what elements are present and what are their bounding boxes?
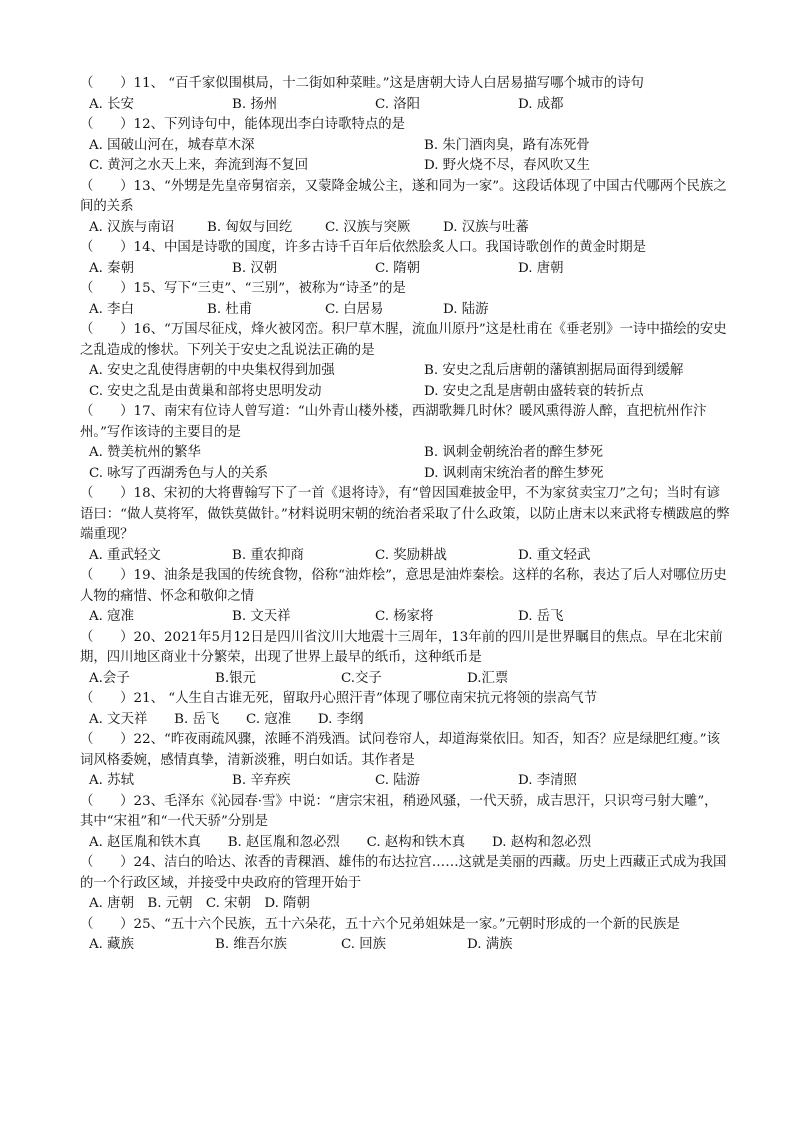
question-item [80,628,730,690]
answer-option: B. 维吾尔族 [215,937,287,952]
answer-option: A. 李白 [89,301,134,317]
question-stem: （ ）12、下列诗句中，能体现出李白诗歌特点的是 [80,117,406,132]
question-item [80,689,730,730]
answer-option: C. 隋朝 [375,260,421,276]
question-item [80,115,730,177]
answer-option: B. 安史之乱后唐朝的藩镇割据局面得到缓解 [424,363,684,378]
answer-option: A. 汉族与南诏 [89,219,175,235]
answer-option: A. 赵匡胤和铁木真 B. 赵匡胤和忽必烈 C. 赵构和铁木真 D. 赵构和忽必烈 [89,834,592,850]
answer-option: D.汇票 [467,670,509,686]
answer-option: A. 国破山河在，城春草木深 [89,137,255,153]
answer-option: A.会子 [89,670,130,686]
answer-option: C.交子 [341,670,382,686]
answer-option: D. 岳飞 [518,609,564,624]
answer-option: A. 藏族 [89,937,134,952]
question-item [80,730,730,792]
answer-options [80,771,730,792]
question-item [80,74,730,115]
answer-options [80,259,730,280]
answer-option: B. 辛弃疾 [232,773,291,788]
answer-options [80,300,730,321]
question-item [80,279,730,320]
question-item [80,566,730,628]
answer-option: A. 赞美杭州的繁华 [89,445,201,460]
answer-option: D. 重文轻武 [518,547,591,563]
question-stem: （ ）23、毛泽东《沁园春·雪》中说：“唐宗宋祖，稍逊风骚，一代天骄，成吉思汗，只识弯弓射大雕”，其中“宋祖”和“一代天骄”分别是 [80,793,718,829]
answer-option: A. 苏轼 [89,773,134,788]
answer-options [80,894,730,915]
question-stem: （ ）13、“外甥是先皇帝舅宿亲，又蒙降金城公主，遂和同为一家”。这段话体现了中国古代哪两个民族之间的关系 [80,178,727,214]
answer-option: D. 讽刺南宋统治者的醉生梦死 [424,465,604,481]
answer-option: C. 安史之乱是由黄巢和部将史思明发动 [89,383,322,399]
question-stem: （ ）17、南宋有位诗人曾写道：“山外青山楼外楼，西湖歌舞几时休？暖风熏得游人醉，直把杭州作汴州。”写作该诗的主要目的是 [80,404,707,440]
question-item [80,484,730,566]
answer-option: A. 重武轻文 [89,547,161,563]
answer-option: B. 文天祥 [232,609,291,624]
answer-option: A. 唐朝 B. 元朝 C. 宋朝 D. 隋朝 [89,896,310,911]
question-item [80,915,730,956]
answer-options [80,607,730,628]
answer-option: A. 秦朝 [89,260,134,276]
answer-options [80,546,730,567]
answer-options [80,710,730,731]
question-stem: （ ）20、2021年5月12日是四川省汶川大地震十三周年，13年前的四川是世界瞩目的焦点。早在北宋前期，四川地区商业十分繁荣，出现了世界上最早的纸币，这种纸币是 [80,629,723,665]
answer-options [80,443,730,484]
question-stem: （ ）15、写下“三吏”、“三别”，被称为“诗圣”的是 [80,281,406,296]
answer-option: B. 汉朝 [232,260,278,276]
question-stem: （ ）21、 “人生自古谁无死，留取丹心照汗青”体现了哪位南宋抗元将领的崇高气节 [80,691,598,706]
answer-option: A. 安史之乱使得唐朝的中央集权得到加强 [89,363,335,378]
question-item [80,238,730,279]
answer-option: A. 长安 [89,96,134,112]
question-item [80,320,730,402]
answer-option: B. 匈奴与回纥 [207,219,293,235]
question-item [80,853,730,915]
answer-option: C. 汉族与突厥 [325,219,411,235]
answer-option: C. 洛阳 [375,96,421,112]
answer-option: D. 李清照 [518,773,577,788]
question-stem: （ ）25、“五十六个民族，五十六朵花，五十六个兄弟姐妹是一家。”元朝时形成的一个新的民族是 [80,916,680,932]
answer-option: D. 陆游 [443,301,489,317]
answer-option: D. 满族 [467,937,513,952]
answer-options [80,136,730,177]
question-stem: （ ）16、“万国尽征戍，烽火被冈峦。积尸草木腥，流血川原丹”这是杜甫在《垂老别》一诗中描绘的安史之乱造成的惨状。下列关于安史之乱说法正确的是 [80,322,727,358]
question-stem: （ ）19、油条是我国的传统食物，俗称“油炸桧”，意思是油炸秦桧。这样的名称，表达了后人对哪位历史人物的痛惜、怀念和敬仰之情 [80,568,727,604]
question-stem: （ ）22、“昨夜雨疏风骤，浓睡不消残酒。试问卷帘人，却道海棠依旧。知否，知否？应是绿肥红瘦。”该词风格委婉，感情真挚，清新淡雅，明白如话。其作者是 [80,732,720,768]
answer-option: D. 安史之乱是唐朝由盛转衰的转折点 [424,383,644,399]
answer-options [80,833,730,854]
answer-option: C. 陆游 [375,773,421,788]
question-stem: （ ）24、洁白的哈达、浓香的青稞酒、雄伟的布达拉宫……这就是美丽的西藏。历史上西藏正式成为我国的一个行政区域，并接受中央政府的管理开始于 [80,855,727,891]
answer-option: C. 杨家将 [375,609,434,624]
question-stem: （ ）14、中国是诗歌的国度，许多古诗千百年后依然脍炙人口。我国诗歌创作的黄金时期是 [80,240,647,255]
answer-option: B. 扬州 [232,96,278,112]
answer-option: D. 汉族与吐蕃 [443,219,529,235]
answer-option: C. 白居易 [325,301,384,317]
answer-options [80,95,730,116]
answer-option: B. 杜甫 [207,301,253,317]
answer-option: B. 讽刺金朝统治者的醉生梦死 [424,445,604,460]
answer-option: C. 奖励耕战 [375,547,447,563]
answer-option: B.银元 [215,670,256,686]
answer-options [80,935,730,956]
answer-option: C. 咏写了西湖秀色与人的关系 [89,465,268,481]
question-item [80,402,730,484]
answer-option: D. 野火烧不尽，春风吹又生 [424,158,591,173]
question-item [80,792,730,854]
question-list [80,74,730,956]
answer-option: B. 朱门酒肉臭，路有冻死骨 [424,137,590,153]
answer-option: A. 文天祥 B. 岳飞 C. 寇准 D. 李纲 [89,711,364,727]
answer-option: D. 唐朝 [518,260,564,276]
answer-option: A. 寇准 [89,609,134,624]
answer-option: C. 黄河之水天上来，奔流到海不复回 [89,158,309,173]
question-item [80,177,730,239]
answer-option: C. 回族 [341,937,387,952]
question-stem: （ ）18、宋初的大将曹翰写下了一首《退将诗》，有“曾因国难披金甲，不为家贫卖宝刀”之句；当时有谚语曰：“做人莫将军，做铁莫做针。”材料说明宋朝的统治者采取了什么政策，以防止唐末以来武将专横跋扈的弊端重现？ [80,486,730,542]
answer-options [80,669,730,690]
answer-options [80,361,730,402]
question-stem: （ ）11、 “百千家似围棋局，十二街如种菜畦。”这是唐朝大诗人白居易描写哪个城市的诗句 [80,76,644,91]
answer-option: D. 成都 [518,96,564,112]
answer-option: B. 重农抑商 [232,547,304,563]
answer-options [80,218,730,239]
